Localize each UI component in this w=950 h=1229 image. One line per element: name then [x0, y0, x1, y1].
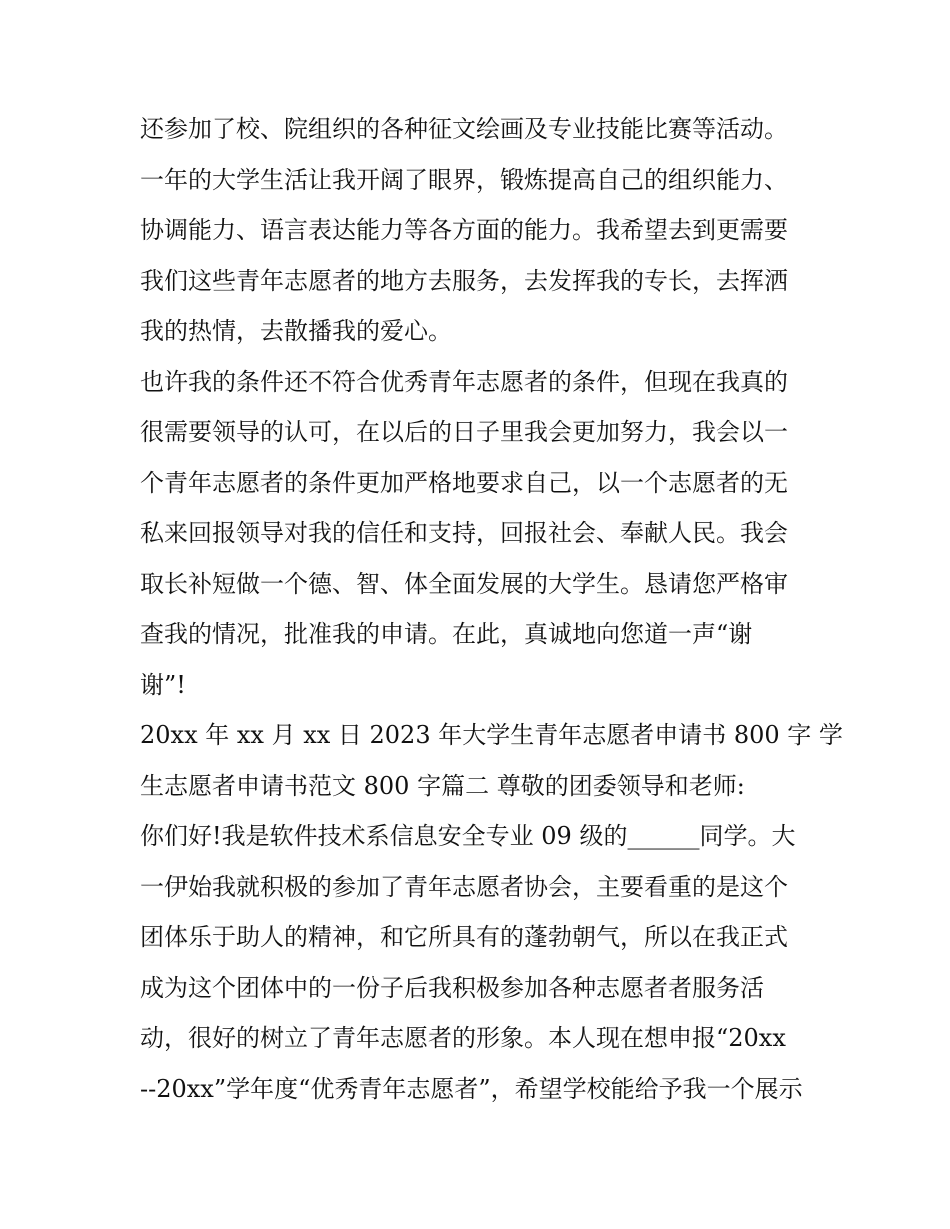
- text-line: 私来回报领导对我的信任和支持，回报社会、奉献人民。我会: [140, 519, 788, 547]
- text-line: 个青年志愿者的条件更加严格地要求自己，以一个志愿者的无: [140, 468, 788, 497]
- text-line: 取长补短做一个德、智、体全面发展的大学生。恳请您严格审: [140, 569, 788, 598]
- text-line: 协调能力、语言表达能力等各方面的能力。我希望去到更需要: [140, 216, 788, 244]
- text-line: 成为这个团体中的一份子后我积极参加各种志愿者者服务活: [140, 973, 764, 1002]
- text-line: --20xx”学年度“优秀青年志愿者”，希望学校能给予我一个展示: [140, 1074, 803, 1103]
- text-line: 生志愿者申请书范文 800 字篇二 尊敬的团委领导和老师:: [140, 771, 745, 800]
- text-line: 一年的大学生活让我开阔了眼界，锻炼提高自己的组织能力、: [140, 165, 788, 194]
- document-body: [140, 104, 843, 1114]
- text-line: 查我的情况，批准我的申请。在此，真诚地向您道一声“谢: [140, 620, 753, 648]
- text-line: 很需要领导的认可，在以后的日子里我会更加努力，我会以一: [140, 418, 788, 446]
- text-line: 我的热情，去散播我的爱心。: [140, 317, 452, 345]
- text-line: 动，很好的树立了青年志愿者的形象。本人现在想申报“20xx: [140, 1024, 786, 1052]
- text-line: 谢”!: [140, 670, 186, 699]
- text-line: 也许我的条件还不符合优秀青年志愿者的条件，但现在我真的: [140, 367, 788, 396]
- text-line: 团体乐于助人的精神，和它所具有的蓬勃朝气，所以在我正式: [140, 923, 788, 951]
- text-line: 你们好!我是软件技术系信息安全专业 09 级的______同学。大: [140, 822, 796, 850]
- text-line: 还参加了校、院组织的各种征文绘画及专业技能比赛等活动。: [140, 115, 788, 143]
- text-line: 一伊始我就积极的参加了青年志愿者协会，主要看重的是这个: [140, 872, 788, 901]
- text-line: 20xx 年 xx 月 xx 日 2023 年大学生青年志愿者申请书 800 字 学: [140, 721, 843, 749]
- text-line: 我们这些青年志愿者的地方去服务，去发挥我的专长，去挥洒: [140, 266, 788, 295]
